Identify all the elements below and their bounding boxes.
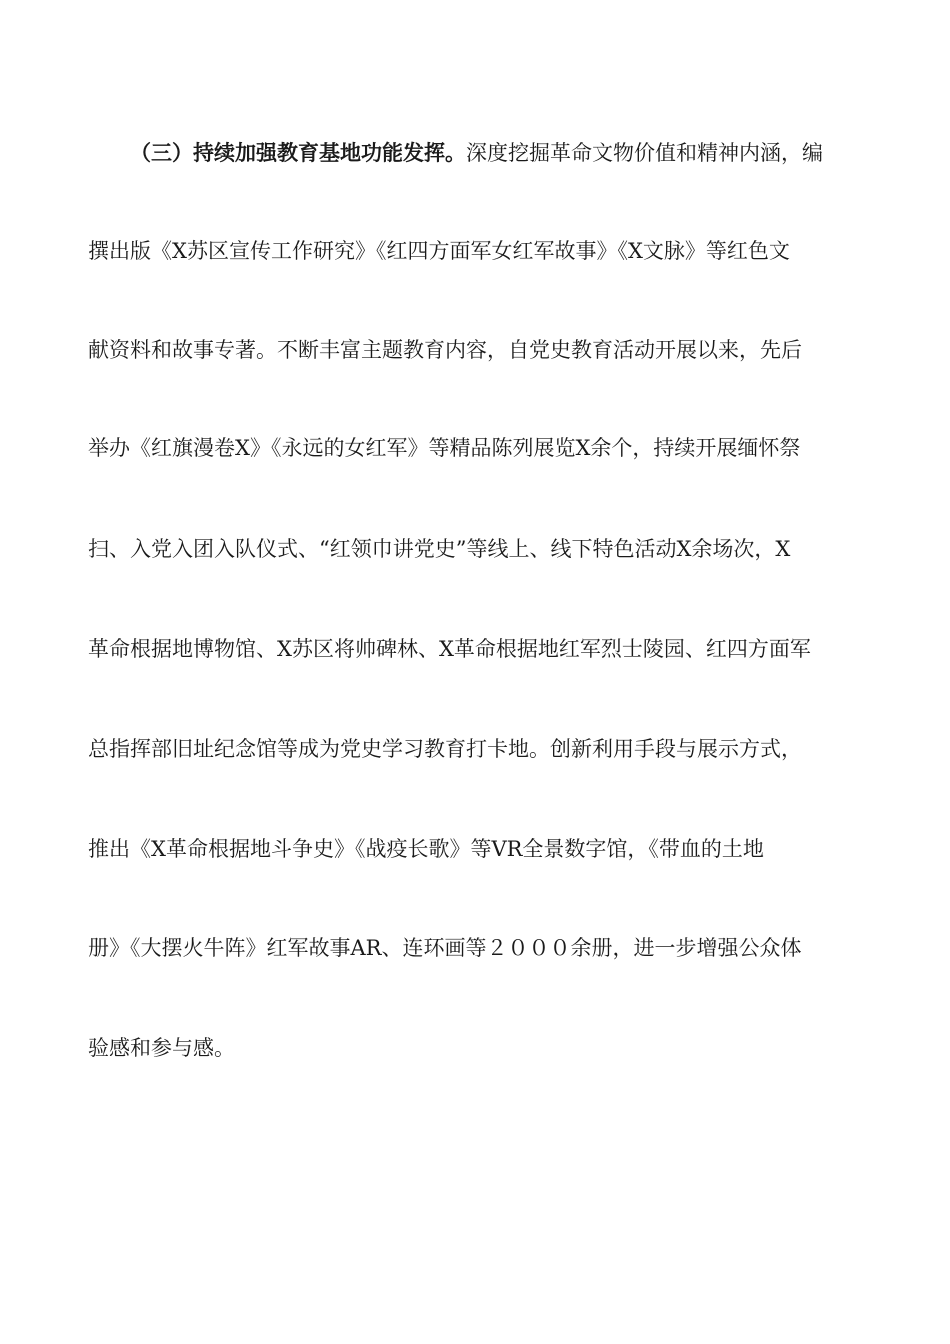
paragraph-line-5: 扫、入党入团入队仪式、“红领巾讲党史”等线上、线下特色活动X余场次，X (88, 537, 791, 561)
line-text: 深度挖掘革命文物价值和精神内涵，编 (466, 141, 823, 165)
paragraph-line-7: 总指挥部旧址纪念馆等成为党史学习教育打卡地。创新利用手段与展示方式， (88, 737, 802, 761)
paragraph-line-8: 推出《X革命根据地斗争史》《战疫长歌》等VR全景数字馆，《带血的土地 (88, 837, 764, 861)
paragraph-line-2: 撰出版《X苏区宣传工作研究》《红四方面军女红军故事》《X文脉》等红色文 (88, 239, 790, 263)
paragraph-line-4: 举办《红旗漫卷X》《永远的女红军》等精品陈列展览X余个，持续开展缅怀祭 (88, 436, 801, 460)
section-heading: （三）持续加强教育基地功能发挥。 (130, 141, 466, 165)
paragraph-line-10: 验感和参与感。 (88, 1036, 235, 1060)
paragraph-line-1 (130, 133, 870, 173)
paragraph-line-3: 献资料和故事专著。不断丰富主题教育内容，自党史教育活动开展以来，先后 (88, 338, 802, 362)
paragraph-line-9: 册》《大摆火牛阵》红军故事AR、连环画等２０００余册，进一步增强公众体 (88, 936, 802, 960)
paragraph-line-6: 革命根据地博物馆、X苏区将帅碑林、X革命根据地红军烈士陵园、红四方面军 (88, 637, 811, 661)
